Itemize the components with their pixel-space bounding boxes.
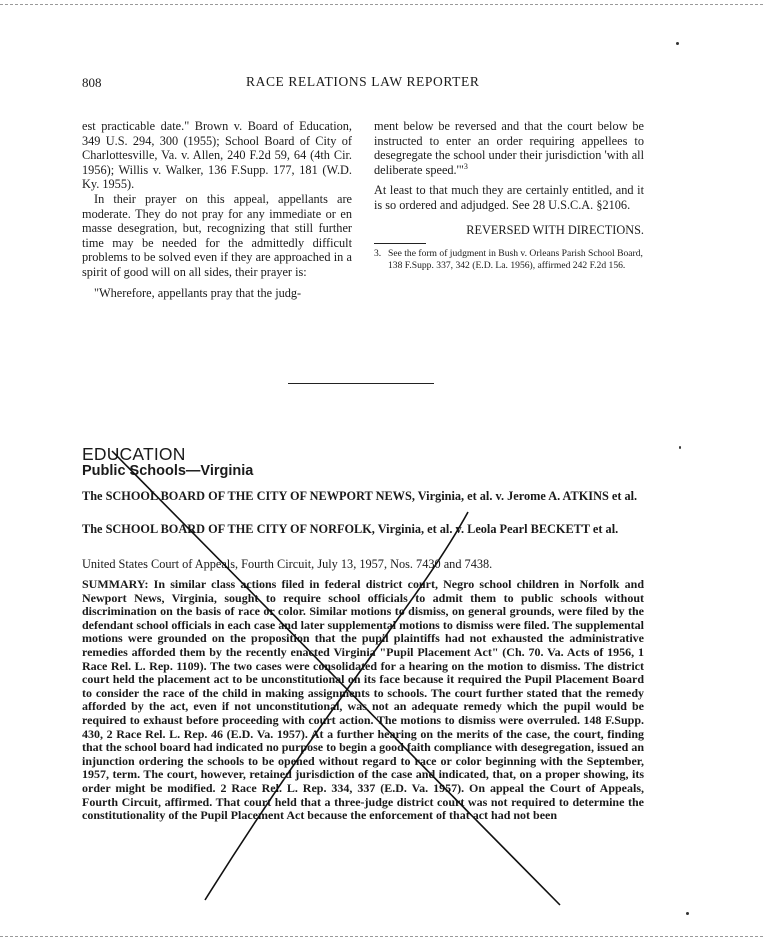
right-paragraph-1 (374, 119, 644, 177)
case-caption-2-text: The SCHOOL BOARD OF THE CITY OF NORFOLK, Virginia, et al. v. Leola Pearl BECKETT et al. (82, 522, 619, 536)
page-number: 808 (82, 75, 102, 90)
left-paragraph-3: "Wherefore, appellants pray that the judg- (94, 285, 302, 300)
left-column (82, 119, 352, 300)
quoted-prayer-end: ment below be reversed and that the court below be instructed to enter an order requiring appellees to desegregate the school under their jurisdiction 'with all deliberate speed.'" (374, 119, 644, 177)
scan-bottom-edge (0, 936, 763, 937)
footnote-mark: 3. (374, 248, 382, 260)
case-caption-1-text: The SCHOOL BOARD OF THE CITY OF NEWPORT NEWS, Virginia, et al. v. Jerome A. ATKINS et al. (82, 489, 638, 503)
case-caption-1 (82, 489, 644, 503)
court-line: United States Court of Appeals, Fourth Circuit, July 13, 1957, Nos. 7430 and 7438. (82, 557, 493, 571)
footnote-rule (374, 243, 426, 244)
section-title: EDUCATION (82, 444, 186, 464)
footnote (374, 248, 644, 271)
left-paragraph-1: est practicable date." Brown v. Board of Education, 349 U.S. 294, 300 (1955); School Board of City of Charlottesville, Va. v. Allen, 240 F.2d 59, 64 (4th Cir. 1956); Willis v. Walker, 136 F.Supp. 177, 181 (W.D. Ky. 1955). (82, 119, 352, 192)
case-summary: SUMMARY: In similar class actions filed in federal district court, Negro school children in Norfolk and Newport News, Virginia, sought to require school officials to admit them to public schools without discrimination on the basis of race or color. Similar motions to dismiss, on general grounds, were filed by the defendant school officials in each case and later supplemental motions to dismiss were filed. The supplemental motions were grounded on the proposition that the pupil plaintiffs had not exhausted the administrative remedies afforded them by the recently enacted Virginia "Pupil Placement Act" (Ch. 70. Va. Acts of 1956, 1 Race Rel. L. Rep. 1109). The two cases were consolidated for a hearing on the motion to dismiss. The district court held the placement act to be unconstitutional on its face because it required the Pupil Placement Board to consider the race of the child in making assignments to schools. The court further stated that the remedy afforded by the act, even if not unconstitutional, was not an adequate remedy which the pupil would be required to exhaust before proceeding with court action. The motions to dismiss were overruled. 148 F.Supp. 430, 2 Race Rel. L. Rep. 46 (E.D. Va. 1957). At a further hearing on the merits of the case, the court, finding that the school board had indicated no purpose to begin a good faith compliance with desegregation, issued an injunction ordering the schools to be opened without regard to race or color beginning with the September, 1957, term. The court, however, retained jurisdiction of the case and indicated, that, on a proper showing, its order might be modified. 2 Race Rel. L. Rep. 334, 337 (E.D. Va. 1957). On appeal the Court of Appeals, Fourth Circuit, affirmed. That court held that a three-judge district court was not required to determine the constitutionality of the Pupil Placement Act because the enforcement of that act had not been (82, 577, 644, 823)
footnote-reference: 3 (463, 161, 468, 171)
disposition: REVERSED WITH DIRECTIONS. (466, 222, 644, 237)
case-caption-2 (82, 522, 644, 536)
footnote-text: See the form of judgment in Bush v. Orleans Parish School Board, 138 F.Supp. 337, 342 (E.D. La. 1956), affirmed 242 F.2d 156. (388, 248, 643, 271)
scan-speck (676, 42, 679, 45)
section-subtitle: Public Schools—Virginia (82, 463, 254, 479)
scan-speck (686, 912, 689, 915)
left-paragraph-2: In their prayer on this appeal, appellants are moderate. They do not pray for any immediate or en masse desegration, but, recognizing that still further time may be needed for the admittedly difficult problems to be solved even if they are approached in a spirit of good will on all sides, their prayer is: (82, 191, 352, 279)
right-column (374, 119, 644, 271)
right-paragraph-2: At least to that much they are certainly entitled, and it is so ordered and adjudged. See 28 U.S.C.A. §2106. (374, 183, 644, 212)
section-divider (288, 383, 434, 384)
scan-top-edge (0, 4, 763, 5)
running-head: RACE RELATIONS LAW REPORTER (246, 74, 480, 89)
scan-speck (679, 446, 681, 449)
